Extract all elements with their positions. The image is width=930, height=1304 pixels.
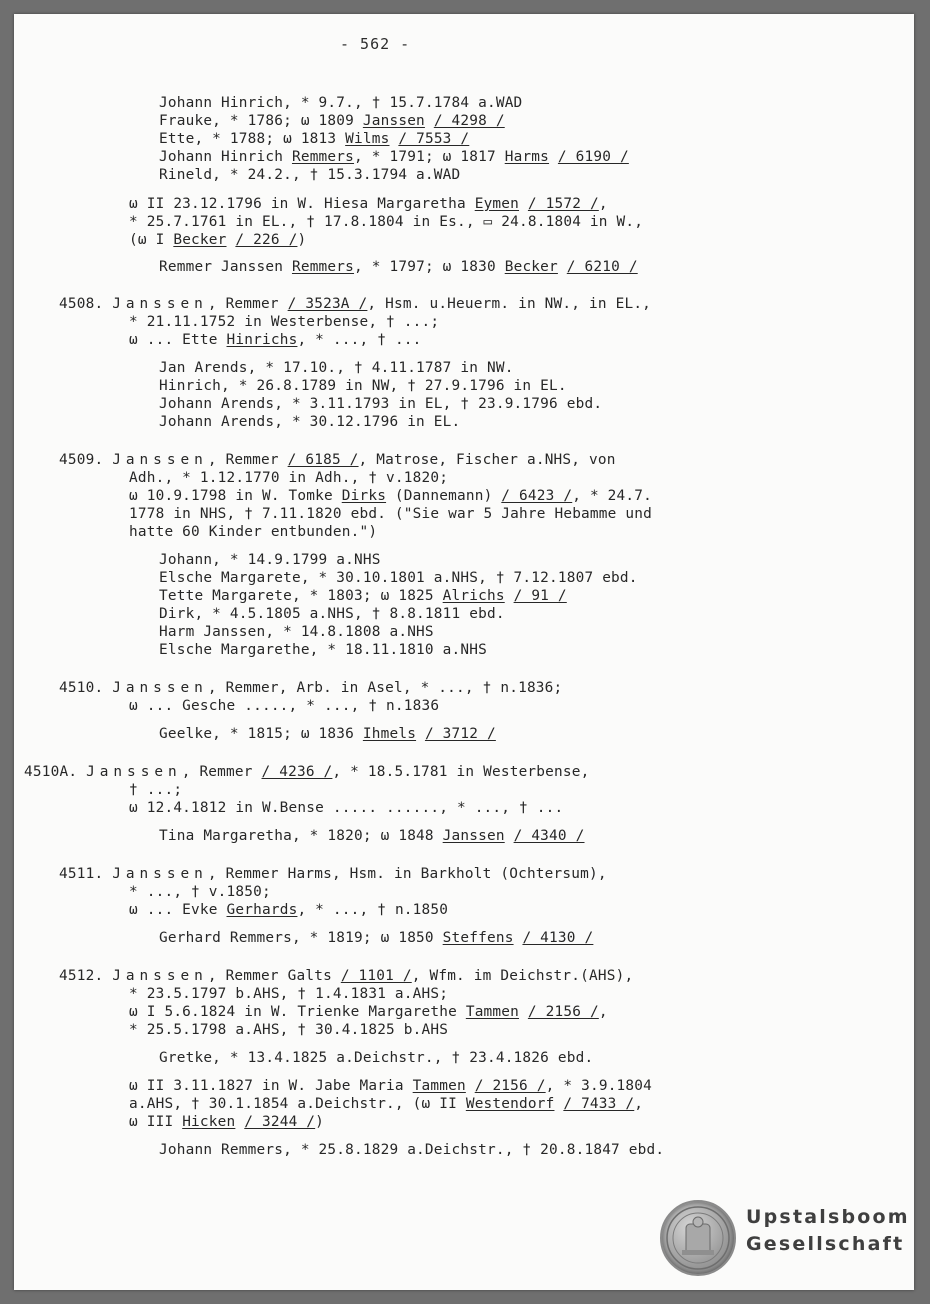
text-line (159, 166, 460, 184)
text-line (159, 395, 602, 413)
text-line (159, 623, 434, 641)
seal-medallion-icon (660, 1200, 736, 1276)
entry-surname: Janssen (86, 764, 182, 780)
text-segment: ω ... Evke (129, 902, 227, 918)
text-line (159, 112, 505, 130)
underlined-reference: / 6185 / (287, 452, 359, 468)
text-line (129, 195, 608, 213)
underlined-reference: Becker (173, 232, 227, 248)
text-line (129, 487, 652, 505)
text-segment: ω I 5.6.1824 in W. Trienke Margarethe (129, 1004, 466, 1020)
text-line (159, 130, 469, 148)
underlined-reference: Tammen (412, 1078, 466, 1094)
text-segment: , (598, 196, 608, 212)
underlined-reference: / 4130 / (522, 930, 594, 946)
underlined-reference: / 1572 / (527, 196, 599, 212)
underlined-reference: / 6423 / (501, 488, 573, 504)
underlined-reference: / 7553 / (398, 131, 470, 147)
underlined-reference: Hinrichs (226, 332, 298, 348)
text-line (129, 697, 439, 715)
underlined-reference: / 2156 / (474, 1078, 546, 1094)
text-segment: Tette Margarete, * 1803; ω 1825 (159, 588, 443, 604)
text-line (159, 377, 567, 395)
text-segment: Elsche Margarete, * 30.10.1801 a.NHS, † 7.12.1807 ebd. (159, 570, 638, 586)
text-segment: , * 18.5.1781 in Westerbense, (332, 764, 590, 780)
text-line (159, 94, 522, 112)
text-line (159, 605, 505, 623)
underlined-reference: Gerhards (226, 902, 298, 918)
text-segment: , * ..., † ... (297, 332, 422, 348)
text-segment: , (634, 1096, 644, 1112)
text-line (159, 413, 460, 431)
text-line (129, 1095, 643, 1113)
text-segment: Remmer Janssen (159, 259, 292, 275)
entry-surname: Janssen (112, 968, 208, 984)
underlined-reference: / 1101 / (340, 968, 412, 984)
text-segment: , * 1791; ω 1817 (354, 149, 505, 165)
entry-surname: Janssen (112, 452, 208, 468)
text-line (59, 967, 633, 985)
underlined-reference: Janssen (362, 113, 425, 129)
text-segment: † ...; (129, 782, 183, 798)
text-line (129, 213, 643, 231)
text-segment: ω II 3.11.1827 in W. Jabe Maria (129, 1078, 413, 1094)
text-segment: Adh., * 1.12.1770 in Adh., † v.1820; (129, 470, 449, 486)
underlined-reference: Tammen (465, 1004, 520, 1020)
text-segment: ) (297, 232, 307, 248)
text-segment: , Remmer (181, 764, 262, 780)
underlined-reference: Remmers (291, 259, 355, 275)
text-segment: Johann Arends, * 30.12.1796 in EL. (159, 414, 461, 430)
text-line (129, 505, 652, 523)
text-segment: Frauke, * 1786; ω 1809 (159, 113, 363, 129)
text-segment: Jan Arends, * 17.10., † 4.11.1787 in NW. (159, 360, 514, 376)
text-segment: Harm Janssen, * 14.8.1808 a.NHS (159, 624, 434, 640)
text-line (159, 929, 593, 947)
text-segment: ω ... Ette (129, 332, 227, 348)
underlined-reference: Wilms (345, 131, 390, 147)
text-segment: Gretke, * 13.4.1825 a.Deichstr., † 23.4.1826 ebd. (159, 1050, 594, 1066)
underlined-reference: / 6190 / (557, 149, 629, 165)
text-segment: Geelke, * 1815; ω 1836 (159, 726, 363, 742)
text-line (159, 258, 638, 276)
underlined-reference: Becker (504, 259, 558, 275)
text-segment: 1778 in NHS, † 7.11.1820 ebd. ("Sie war 5 Jahre Hebamme und (129, 506, 652, 522)
text-segment: Johann Hinrich (159, 149, 292, 165)
text-segment: , Remmer, Arb. in Asel, * ..., † n.1836; (207, 680, 563, 696)
underlined-reference: Eymen (474, 196, 520, 212)
text-segment: , Wfm. im Deichstr.(AHS), (411, 968, 634, 984)
underlined-reference: Dirks (341, 488, 387, 504)
text-segment: ω 10.9.1798 in W. Tomke (129, 488, 342, 504)
text-line (159, 359, 514, 377)
text-segment: (Dannemann) (386, 488, 502, 504)
text-segment: * 23.5.1797 b.AHS, † 1.4.1831 a.AHS; (129, 986, 449, 1002)
underlined-reference: / 3523A / (287, 296, 368, 312)
text-segment: hatte 60 Kinder entbunden.") (129, 524, 378, 540)
underlined-reference: Remmers (291, 149, 355, 165)
logo-text-line2: Gesellschaft (746, 1233, 905, 1255)
entry-surname: Janssen (112, 866, 208, 882)
text-segment (554, 1096, 563, 1112)
text-line (129, 231, 306, 249)
text-segment: 4509. (59, 452, 113, 468)
text-segment: Dirk, * 4.5.1805 a.NHS, † 8.8.1811 ebd. (159, 606, 505, 622)
text-segment: * 21.11.1752 in Westerbense, † ...; (129, 314, 440, 330)
underlined-reference: / 6210 / (566, 259, 638, 275)
text-segment: , Hsm. u.Heuerm. in NW., in EL., (367, 296, 652, 312)
text-segment: 4511. (59, 866, 113, 882)
text-segment: Tina Margaretha, * 1820; ω 1848 (159, 828, 443, 844)
text-line (159, 641, 487, 659)
text-line (129, 799, 563, 817)
text-line (159, 1141, 664, 1159)
text-segment: Rineld, * 24.2., † 15.3.1794 a.WAD (159, 167, 461, 183)
text-segment: 4512. (59, 968, 113, 984)
text-line (129, 331, 422, 349)
text-line (59, 679, 562, 697)
text-segment: ) (315, 1114, 325, 1130)
text-segment: * 25.7.1761 in EL., † 17.8.1804 in Es., ▭ 24.8.1804 in W., (129, 214, 644, 230)
text-line (159, 587, 567, 605)
text-line (59, 865, 607, 883)
underlined-reference: Westendorf (465, 1096, 555, 1112)
text-segment (425, 113, 434, 129)
underlined-reference: / 2156 / (527, 1004, 599, 1020)
text-segment (558, 259, 567, 275)
text-segment: 4510. (59, 680, 113, 696)
text-segment: Hinrich, * 26.8.1789 in NW, † 27.9.1796 in EL. (159, 378, 567, 394)
text-segment: , (598, 1004, 608, 1020)
underlined-reference: / 7433 / (563, 1096, 635, 1112)
underlined-reference: / 91 / (513, 588, 567, 604)
text-segment: (ω I (129, 232, 174, 248)
text-line (159, 551, 381, 569)
text-line (129, 781, 182, 799)
underlined-reference: Alrichs (442, 588, 505, 604)
text-line (129, 469, 448, 487)
text-segment (416, 726, 425, 742)
text-segment (519, 1004, 528, 1020)
text-segment: ω ... Gesche ....., * ..., † n.1836 (129, 698, 440, 714)
underlined-reference: Hicken (182, 1114, 236, 1130)
text-segment (505, 828, 514, 844)
text-segment: , * ..., † n.1850 (297, 902, 449, 918)
document-page (14, 14, 914, 1290)
text-segment: Gerhard Remmers, * 1819; ω 1850 (159, 930, 443, 946)
logo-text-line1: Upstalsboom (746, 1206, 910, 1228)
text-segment: , * 24.7. (572, 488, 652, 504)
entry-surname: Janssen (112, 296, 208, 312)
text-line (129, 1113, 324, 1131)
text-line (129, 901, 448, 919)
text-line (159, 148, 629, 166)
text-segment: ω II 23.12.1796 in W. Hiesa Margaretha (129, 196, 475, 212)
text-segment: * ..., † v.1850; (129, 884, 271, 900)
text-line (59, 295, 651, 313)
text-line (129, 523, 377, 541)
text-segment: , * 3.9.1804 (545, 1078, 653, 1094)
text-segment: 4510A. (24, 764, 87, 780)
underlined-reference: Janssen (442, 828, 505, 844)
text-line (159, 569, 638, 587)
text-segment (505, 588, 514, 604)
text-line (129, 313, 439, 331)
text-segment: 4508. (59, 296, 113, 312)
text-line (129, 1003, 608, 1021)
text-segment: Johann Arends, * 3.11.1793 in EL, † 23.9.1796 ebd. (159, 396, 603, 412)
text-segment: , Matrose, Fischer a.NHS, von (358, 452, 616, 468)
text-line (24, 763, 589, 781)
text-segment: Elsche Margarethe, * 18.11.1810 a.NHS (159, 642, 487, 658)
text-segment: , Remmer Harms, Hsm. in Barkholt (Ochtersum), (207, 866, 607, 882)
text-line (159, 827, 585, 845)
text-segment: * 25.5.1798 a.AHS, † 30.4.1825 b.AHS (129, 1022, 449, 1038)
text-segment (235, 1114, 244, 1130)
text-line (59, 451, 616, 469)
upstalsboom-logo (660, 1200, 910, 1280)
text-segment: , Remmer (207, 452, 288, 468)
text-line (159, 1049, 593, 1067)
underlined-reference: / 4340 / (513, 828, 585, 844)
text-line (159, 725, 496, 743)
text-line (129, 883, 271, 901)
text-segment: a.AHS, † 30.1.1854 a.Deichstr., (ω II (129, 1096, 466, 1112)
text-segment (519, 196, 528, 212)
text-line (129, 1077, 652, 1095)
underlined-reference: Ihmels (362, 726, 417, 742)
underlined-reference: / 4236 / (261, 764, 333, 780)
underlined-reference: / 4298 / (433, 113, 505, 129)
underlined-reference: Harms (504, 149, 550, 165)
text-segment: ω III (129, 1114, 183, 1130)
underlined-reference: / 3712 / (424, 726, 496, 742)
text-segment: , * 1797; ω 1830 (354, 259, 505, 275)
text-segment: Johann, * 14.9.1799 a.NHS (159, 552, 381, 568)
underlined-reference: Steffens (442, 930, 514, 946)
text-segment (549, 149, 558, 165)
underlined-reference: / 3244 / (244, 1114, 316, 1130)
page-number: - 562 - (340, 35, 411, 53)
text-segment: ω 12.4.1812 in W.Bense ..... ......, * ..., † ... (129, 800, 564, 816)
text-segment: Johann Hinrich, * 9.7., † 15.7.1784 a.WAD (159, 95, 523, 111)
text-segment: Ette, * 1788; ω 1813 (159, 131, 346, 147)
text-segment: Johann Remmers, * 25.8.1829 a.Deichstr., † 20.8.1847 ebd. (159, 1142, 665, 1158)
text-segment (466, 1078, 475, 1094)
text-line (129, 985, 448, 1003)
underlined-reference: / 226 / (235, 232, 298, 248)
text-segment: , Remmer (207, 296, 288, 312)
entry-surname: Janssen (112, 680, 208, 696)
text-line (129, 1021, 448, 1039)
text-segment: , Remmer Galts (207, 968, 341, 984)
